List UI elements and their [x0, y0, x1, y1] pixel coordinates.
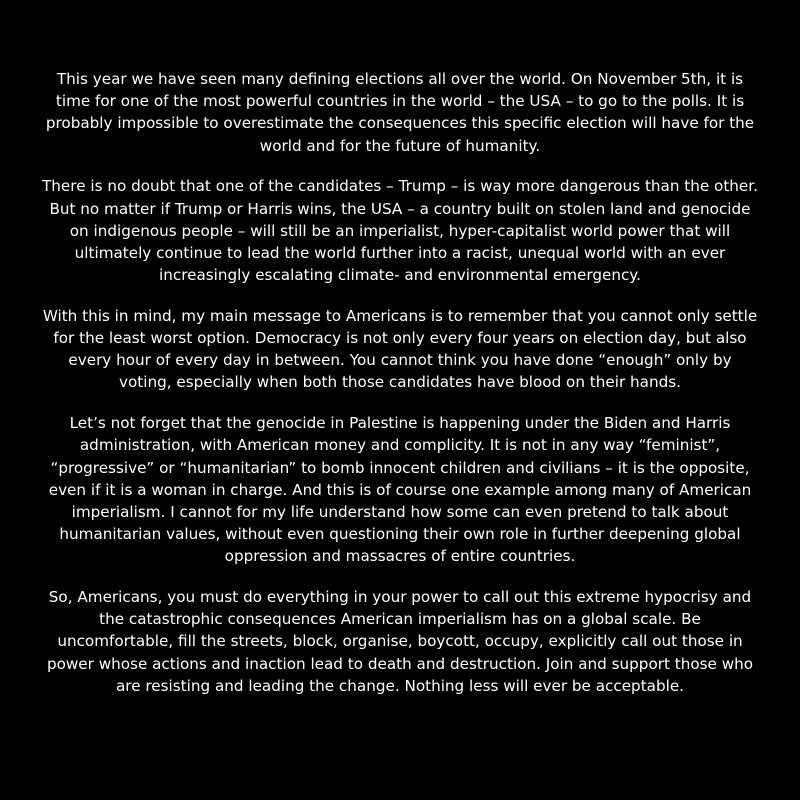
paragraph-palestine: Let’s not forget that the genocide in Palestine is happening under the Biden and Harris administration, with American money and complicity. It is not in any way “feminist”, “progressive” or “humanitarian” to bomb innocent children and civilians – it is the opposite, even if it is a woman in charge. And this is of course one example among many of American imperialism. I cannot for my life understand how some can even pretend to talk about humanitarian values, without even questioning their own role in further deepening global oppression and massacres of entire countries. — [48, 414, 752, 566]
paragraph-message-to-americans: With this in mind, my main message to Americans is to remember that you cannot only settle for the least worst option. Democracy is not only every four years on election day, but also every hour of every day in between. You cannot think you have done “enough” only by voting, especially when both those candidates have blood on their hands. — [42, 306, 758, 392]
paragraph-call-to-action: So, Americans, you must do everything in your power to call out this extreme hypocrisy and the catastrophic consequences American imperialism has on a global scale. Be uncomfortable, fill the streets, block, organise, boycott, occupy, explicitly call out those in power whose actions and inaction lead to death and destruction. Join and support those who are resisting and leading the change. Nothing less will ever be acceptable. — [46, 588, 754, 695]
statement-text-block — [40, 68, 760, 697]
paragraph-candidates: There is no doubt that one of the candidates – Trump – is way more dangerous than the other. But no matter if Trump or Harris wins, the USA – a country built on stolen land and genocide on indigenous people – will still be an imperialist, hyper-capitalist world power that will ultimately continue to lead the world further into a racist, unequal world with an ever increasingly escalating climate- and environmental emergency. — [42, 177, 758, 285]
paragraph-elections-intro: This year we have seen many defining elections all over the world. On November 5th, it is time for one of the most powerful countries in the world – the USA – to go to the polls. It is probably impossible to overestimate the consequences this specific election will have for the world and for the future of humanity. — [45, 70, 755, 155]
